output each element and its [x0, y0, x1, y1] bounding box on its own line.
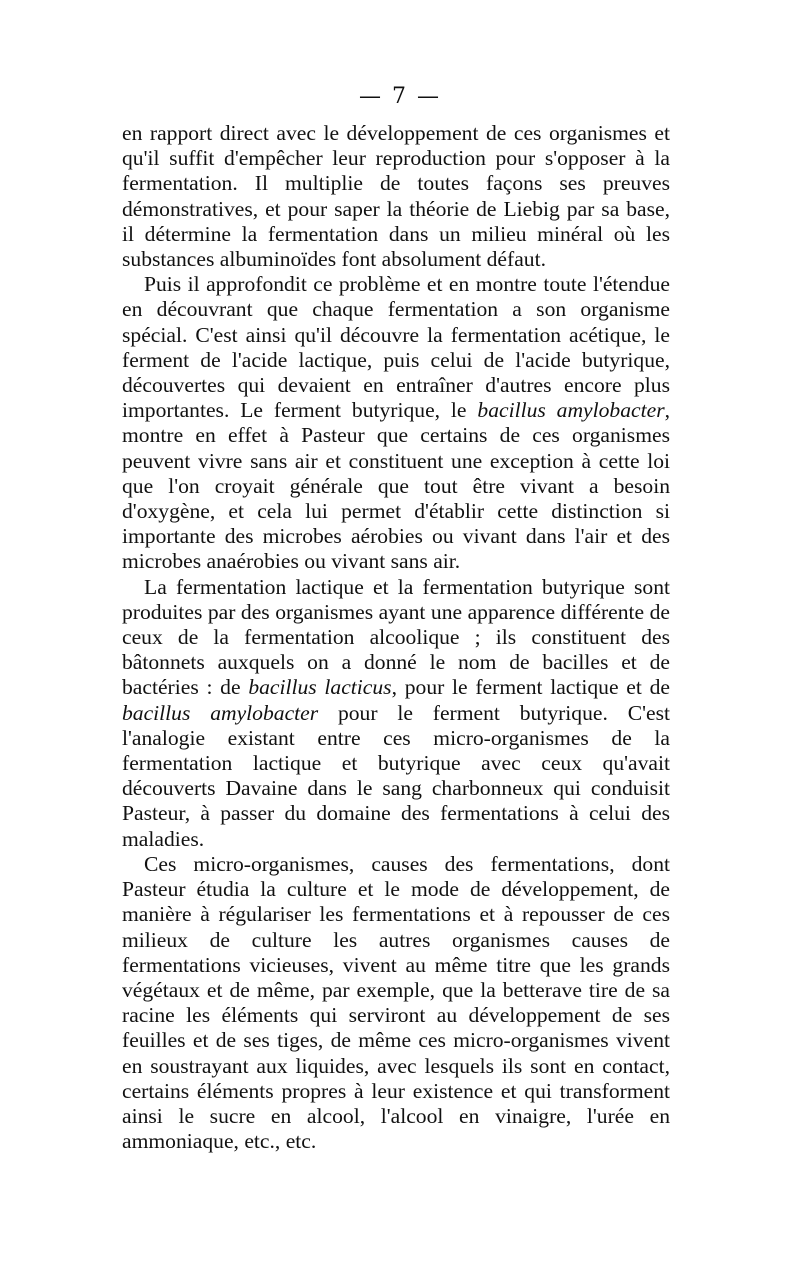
paragraph-2-text-a: Puis il approfondit ce problème et en montre toute l'étendue en découvrant que chaque fermentation a son organisme spécial. C'est ainsi qu'il découvre la fermentation acétique, le ferment de l'acide lactique, puis celui de l'acide butyrique, découvertes qui devaient en entraîner d'autres encore plus importantes. Le ferment butyrique, le [122, 272, 670, 423]
paragraph-2-italic-term: bacillus amylobacter [477, 398, 665, 423]
paragraph-2 [122, 272, 670, 574]
paragraph-3-text-b: , pour le ferment lactique et de [391, 675, 670, 700]
paragraph-4: Ces micro-organismes, causes des fermentations, dont Pasteur étudia la culture et le mode de développement, de manière à régulariser les fermentations et à repousser de ces milieux de culture les autres organismes causes de fermentations vicieuses, vivent au même titre que les grands végétaux et de même, par exemple, que la betterave tire de sa racine les éléments qui serviront au développement de ses feuilles et de ses tiges, de même ces micro-organismes vivent en soustrayant aux liquides, avec lesquels ils sont en contact, certains éléments propres à leur existence et qui transforment ainsi le sucre en alcool, l'alcool en vinaigre, l'urée en ammoniaque, etc., etc. [122, 851, 670, 1154]
paragraph-3 [122, 575, 670, 852]
body-text [122, 121, 670, 1154]
paragraph-1: en rapport direct avec le développement de ces organismes et qu'il suffit d'empêcher leur reproduction pour s'opposer à la fermentation. Il multiplie de toutes façons ses preuves démonstratives, et pour saper la théorie de Liebig par sa base, il détermine la fermentation dans un milieu minéral où les substances albuminoïdes font absolument défaut. [122, 121, 670, 272]
paragraph-3-italic-term-2: bacillus amylobacter [122, 700, 319, 725]
paragraph-3-italic-term-1: bacillus lacticus [248, 675, 392, 700]
paragraph-2-text-b: , montre en effet à Pasteur que certains de ces organismes peuvent vivre sans air et constituent une exception à cette loi que l'on croyait générale que tout être vivant a besoin d'oxygène, et cela lui permet d'établir cette distinction si importante des microbes aérobies ou vivant dans l'air et des microbes anaérobies ou vivant sans air. [122, 398, 671, 574]
page-number: — 7 — [359, 84, 441, 109]
paragraph-3-text-c: pour le ferment butyrique. C'est l'analogie existant entre ces micro-organismes de la fermentation lactique et butyrique avec ceux qu'avait découverts Davaine dans le sang charbonneux qui conduisit Pasteur, à passer du domaine des fermentations à celui des maladies. [122, 700, 670, 851]
paragraph-3-text-a: La fermentation lactique et la fermentation butyrique sont produites par des organismes ayant une apparence différente de ceux de la fermentation alcoolique ; ils constituent des bâtonnets auxquels on a donné le nom de bacilles et de bactéries : de [122, 574, 670, 700]
